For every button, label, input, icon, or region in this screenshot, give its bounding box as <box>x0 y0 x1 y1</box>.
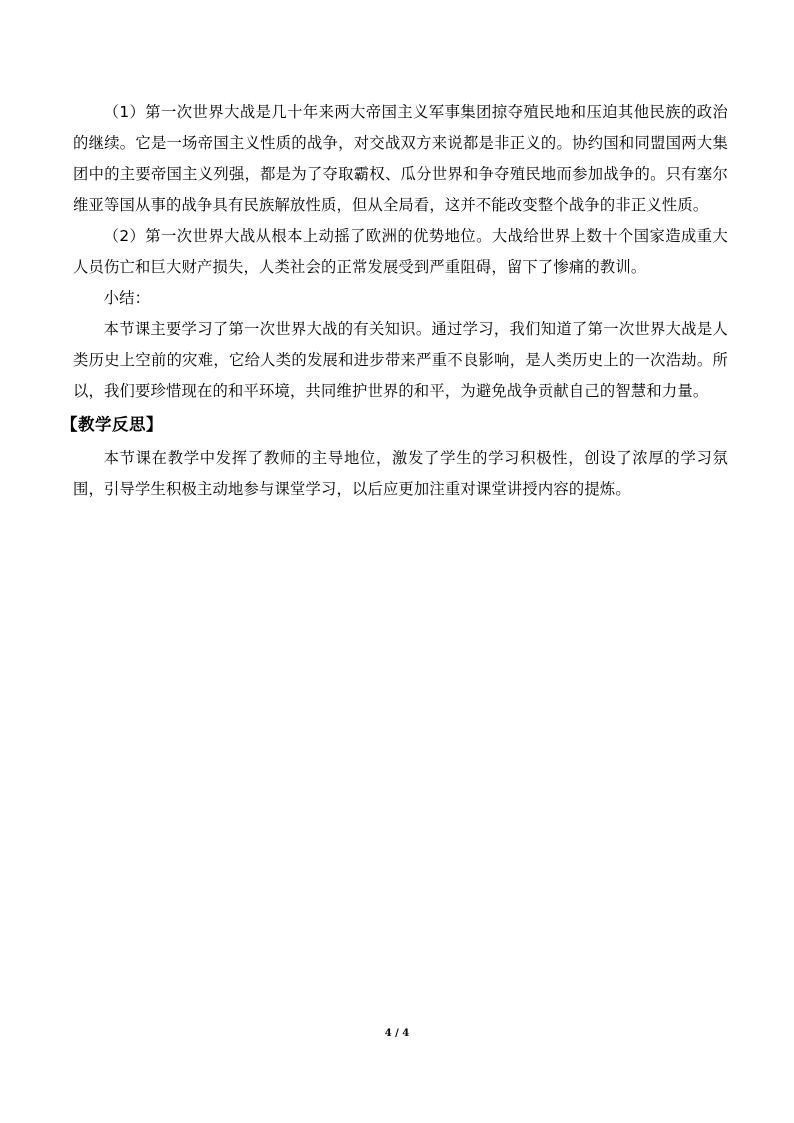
paragraph-reflection: 本节课在教学中发挥了教师的主导地位，激发了学生的学习积极性，创设了浓厚的学习氛围，引导学生积极主动地参与课堂学习，以后应更加注重对课堂讲授内容的提炼。 <box>73 449 728 498</box>
document-body <box>61 97 728 505</box>
paragraph-europe-position: （2）第一次世界大战从根本上动摇了欧洲的优势地位。大战给世界上数十个国家造成重大人员伤亡和巨大财产损失，人类社会的正常发展受到严重阻碍，留下了惨痛的教训。 <box>73 227 728 276</box>
reflection-heading: 【教学反思】 <box>61 415 163 434</box>
paragraph-war-nature: （1）第一次世界大战是几十年来两大帝国主义军事集团掠夺殖民地和压迫其他民族的政治的继续。它是一场帝国主义性质的战争，对交战双方来说都是非正义的。协约国和同盟国两大集团中的主要帝国主义列强，都是为了夺取霸权、瓜分世界和争夺殖民地而参加战争的。只有塞尔维亚等国从事的战争具有民族解放性质，但从全局看，这并不能改变整个战争的非正义性质。 <box>73 103 728 214</box>
page-number: 4 / 4 <box>384 1028 410 1039</box>
summary-label: 小结： <box>103 289 151 307</box>
paragraph-summary: 本节课主要学习了第一次世界大战的有关知识。通过学习，我们知道了第一次世界大战是人类历史上空前的灾难，它给人类的发展和进步带来严重不良影响，是人类历史上的一次浩劫。所以，我们要珍惜现在的和平环境，共同维护世界的和平，为避免战争贡献自己的智慧和力量。 <box>73 320 728 400</box>
